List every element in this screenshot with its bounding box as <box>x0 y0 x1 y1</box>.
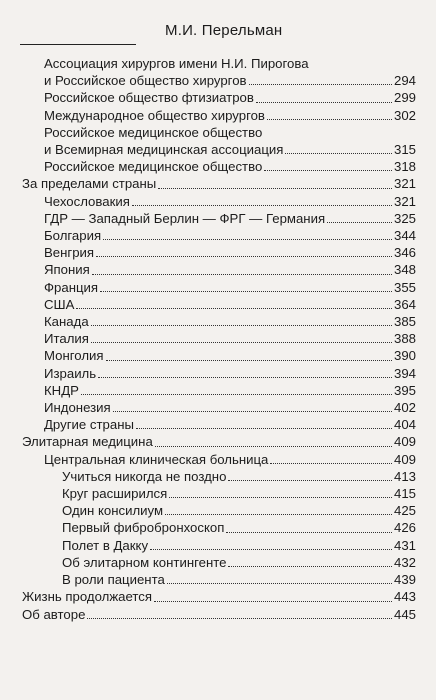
toc-entry-row <box>44 227 416 244</box>
header-rule <box>20 44 136 45</box>
toc-entry-title: Израиль <box>44 365 97 381</box>
toc-entry-title: В роли пациента <box>62 572 165 588</box>
toc-entry-page: 404 <box>393 417 416 433</box>
toc-entry-page: 355 <box>393 279 416 295</box>
toc-entry-title: Франция <box>44 279 99 295</box>
toc-entry-row <box>44 244 416 261</box>
toc-entry-title: США <box>44 296 75 312</box>
toc-entry-page: 299 <box>393 90 416 106</box>
dot-leader <box>132 205 392 206</box>
dot-leader <box>256 102 392 103</box>
dot-leader <box>267 119 392 120</box>
toc-entry <box>44 519 416 536</box>
toc-entry-page: 315 <box>393 142 416 158</box>
toc-entry <box>44 261 416 278</box>
toc-entry-row <box>44 279 416 296</box>
header-author: М.И. Перельман <box>165 22 283 39</box>
toc-entry-title-line: Ассоциация хирургов имени Н.И. Пирогова <box>44 56 309 71</box>
toc-entry-page: 385 <box>393 314 416 330</box>
dot-leader <box>91 325 392 326</box>
toc-entry-page: 409 <box>393 451 416 467</box>
dot-leader <box>100 291 392 292</box>
toc-entry-title: Международное общество хирургов <box>44 107 265 123</box>
dot-leader <box>103 239 392 240</box>
toc-entry <box>44 468 416 485</box>
toc-entry-row <box>22 606 416 623</box>
toc-entry-row <box>44 382 416 399</box>
toc-entry-page: 318 <box>393 159 416 175</box>
toc-entry <box>44 210 416 227</box>
dot-leader <box>136 428 392 429</box>
toc-entry-page: 390 <box>393 348 416 364</box>
dot-leader <box>165 514 392 515</box>
toc-entry-title: Об элитарном контингенте <box>62 554 227 570</box>
toc-entry-title: КНДР <box>44 382 79 398</box>
toc-entry-row <box>62 502 416 519</box>
toc-entry-page: 426 <box>393 520 416 536</box>
toc-entry-title: Российское общество фтизиатров <box>44 90 254 106</box>
toc-entry <box>22 606 416 623</box>
toc-entry-page: 321 <box>393 193 416 209</box>
toc-entry-row <box>44 365 416 382</box>
dot-leader <box>92 274 392 275</box>
toc-entry-title: Другие страны <box>44 417 134 433</box>
toc-entry-row <box>44 210 416 227</box>
dot-leader <box>76 308 392 309</box>
dot-leader <box>91 342 392 343</box>
toc-entry-title: Жизнь продолжается <box>22 589 153 605</box>
dot-leader <box>98 377 392 378</box>
dot-leader <box>96 256 392 257</box>
toc-entry <box>44 193 416 210</box>
dot-leader <box>154 601 392 602</box>
toc-entry-row <box>62 554 416 571</box>
toc-entry-row <box>44 141 416 158</box>
toc-entry <box>44 227 416 244</box>
toc-entry-title: За пределами страны <box>22 176 157 192</box>
toc-entry-row <box>44 158 416 175</box>
toc-entry <box>44 554 416 571</box>
toc-entry <box>44 347 416 364</box>
toc-entry-page: 344 <box>393 228 416 244</box>
dot-leader <box>327 222 392 223</box>
toc-entry <box>44 158 416 175</box>
toc-entry-row <box>62 468 416 485</box>
dot-leader <box>228 480 392 481</box>
toc-entry-row <box>44 330 416 347</box>
toc-entry-row <box>62 485 416 502</box>
toc-entry-title: и Всемирная медицинская ассоциация <box>44 142 284 158</box>
toc-entry-page: 431 <box>393 537 416 553</box>
dot-leader <box>150 549 392 550</box>
dot-leader <box>155 446 392 447</box>
toc-entry-row <box>44 313 416 330</box>
toc-entry-title: Учиться никогда не поздно <box>62 468 227 484</box>
toc-entry-page: 346 <box>393 245 416 261</box>
toc-entry-row <box>44 72 416 89</box>
toc-entry-row <box>44 347 416 364</box>
dot-leader <box>106 360 392 361</box>
toc-entry-row <box>62 537 416 554</box>
dot-leader <box>81 394 392 395</box>
toc-entry-row <box>22 588 416 605</box>
toc-entry-page: 409 <box>393 434 416 450</box>
toc-entry-page: 432 <box>393 554 416 570</box>
toc-entry-title: Об авторе <box>22 606 86 622</box>
dot-leader <box>264 170 392 171</box>
toc-entry-page: 294 <box>393 73 416 89</box>
toc-entry <box>22 433 416 450</box>
toc-entry-title: Первый фибробронхоскоп <box>62 520 225 536</box>
toc-entry-page: 348 <box>393 262 416 278</box>
toc-entry-title: и Российское общество хирургов <box>44 73 247 89</box>
toc-entry-title: ГДР — Западный Берлин — ФРГ — Германия <box>44 210 326 226</box>
toc-entry-title: Центральная клиническая больница <box>44 451 269 467</box>
toc-entry-row <box>44 89 416 106</box>
toc-entry <box>22 588 416 605</box>
toc-entry-title: Италия <box>44 331 89 347</box>
toc-entry-title: Индонезия <box>44 400 111 416</box>
toc-entry-title: Один консилиум <box>62 503 164 519</box>
toc-entry-row <box>44 193 416 210</box>
toc-entry-page: 402 <box>393 400 416 416</box>
toc-entry-page: 445 <box>393 606 416 622</box>
toc-entry <box>44 124 416 158</box>
running-header <box>20 22 416 50</box>
dot-leader <box>169 497 392 498</box>
toc-entry-page: 388 <box>393 331 416 347</box>
toc-entry-row <box>44 399 416 416</box>
toc-entry-page: 413 <box>393 468 416 484</box>
dot-leader <box>113 411 392 412</box>
toc-entry-page: 302 <box>393 107 416 123</box>
toc-entry-page: 321 <box>393 176 416 192</box>
toc-entry <box>44 55 416 89</box>
toc-entry-row <box>22 175 416 192</box>
toc-entry <box>44 330 416 347</box>
dot-leader <box>285 153 392 154</box>
toc-entry <box>44 89 416 106</box>
dot-leader <box>228 566 392 567</box>
toc-entry-row <box>44 296 416 313</box>
table-of-contents <box>22 55 416 623</box>
toc-entry-title: Канада <box>44 314 89 330</box>
toc-entry-title: Круг расширился <box>62 486 168 502</box>
toc-entry-page: 443 <box>393 589 416 605</box>
toc-entry-page: 325 <box>393 210 416 226</box>
toc-entry <box>44 571 416 588</box>
toc-entry-row <box>62 571 416 588</box>
toc-entry <box>44 399 416 416</box>
toc-entry-title: Элитарная медицина <box>22 434 153 450</box>
toc-entry-title: Чехословакия <box>44 193 130 209</box>
dot-leader <box>270 463 392 464</box>
toc-entry-page: 395 <box>393 382 416 398</box>
toc-entry-row <box>22 433 416 450</box>
toc-entry <box>44 296 416 313</box>
toc-entry <box>44 382 416 399</box>
toc-entry <box>44 485 416 502</box>
toc-entry-row <box>44 451 416 468</box>
toc-entry <box>22 175 416 192</box>
toc-entry-row <box>62 519 416 536</box>
toc-entry-title: Болгария <box>44 228 102 244</box>
toc-entry <box>44 416 416 433</box>
toc-entry <box>44 279 416 296</box>
toc-entry-title: Российское медицинское общество <box>44 159 263 175</box>
toc-entry-row <box>44 416 416 433</box>
toc-entry-title: Полет в Дакку <box>62 537 149 553</box>
toc-entry-title: Венгрия <box>44 245 95 261</box>
dot-leader <box>167 583 392 584</box>
toc-entry-page: 425 <box>393 503 416 519</box>
toc-entry-page: 439 <box>393 572 416 588</box>
toc-entry-page: 394 <box>393 365 416 381</box>
toc-entry <box>44 451 416 468</box>
toc-entry <box>44 502 416 519</box>
toc-entry <box>44 537 416 554</box>
toc-entry-row <box>44 261 416 278</box>
toc-entry-title: Монголия <box>44 348 104 364</box>
toc-entry <box>44 365 416 382</box>
toc-entry <box>44 107 416 124</box>
toc-entry <box>44 313 416 330</box>
dot-leader <box>249 84 392 85</box>
toc-entry-title-line: Российское медицинское общество <box>44 124 263 140</box>
toc-entry-title: Япония <box>44 262 90 278</box>
toc-entry-page: 364 <box>393 296 416 312</box>
dot-leader <box>158 188 392 189</box>
toc-entry-row <box>44 107 416 124</box>
toc-entry <box>44 244 416 261</box>
toc-entry-page: 415 <box>393 486 416 502</box>
dot-leader <box>226 532 392 533</box>
dot-leader <box>87 618 392 619</box>
